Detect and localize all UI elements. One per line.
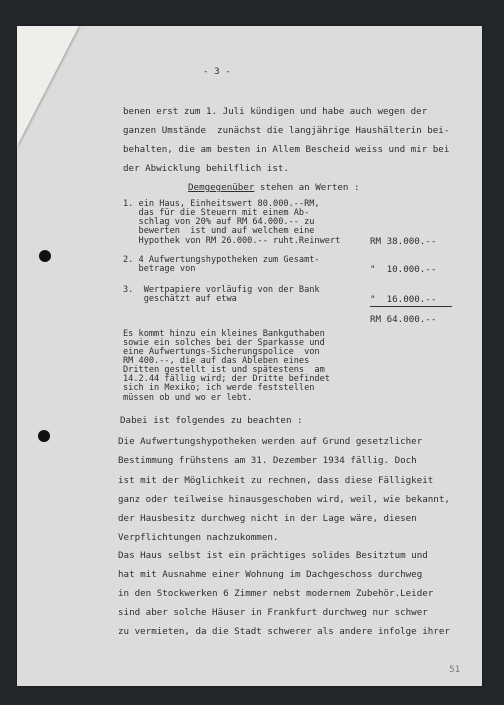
body-line: hat mit Ausnahme einer Wohnung im Dachgeschoss durchweg [118, 569, 423, 580]
body-line: in den Stockwerken 6 Zimmer nebst modernem Zubehör.Leider [118, 588, 434, 599]
body-line: zu vermieten, da die Stadt schwerer als andere infolge ihrer [118, 626, 450, 637]
intro-line: der Abwicklung behilflich ist. [123, 163, 289, 174]
extra-line: eine Aufwertungs-Sicherungspolice von [123, 347, 320, 357]
folded-corner [17, 26, 79, 146]
item-line: geschätzt auf etwa [123, 294, 237, 304]
item-line: betrage von [123, 264, 196, 274]
extra-line: Dritten gestellt ist und spätestens am [123, 365, 325, 375]
extra-line: sich in Mexiko; ich werde feststellen [123, 383, 315, 393]
item-line: schlag von 20% auf RM 64.000.-- zu [123, 217, 315, 227]
body-line: Verpflichtungen nachzukommen. [118, 532, 279, 543]
body-line: ist mit der Möglichkeit zu rechnen, dass diese Fälligkeit [118, 475, 434, 486]
body-line: sind aber solche Häuser in Frankfurt durchweg nur schwer [118, 607, 428, 618]
punch-hole-upper [39, 250, 51, 262]
item-amount: " 10.000.-- [370, 264, 437, 275]
item-line: Hypothek von RM 26.000.-- ruht.Reinwert [123, 236, 341, 246]
body-line: der Hausbesitz durchweg nicht in der Lage wäre, diesen [118, 513, 417, 524]
intro-line: ganzen Umstände zunächst die langjährige Haushälterin bei- [123, 125, 450, 136]
item-line: bewerten ist und auf welchem eine [123, 226, 315, 236]
page-marker: - 3 - [203, 66, 231, 77]
item-line: 1. ein Haus, Einheitswert 80.000.--RM, [123, 199, 320, 209]
item-line: 2. 4 Aufwertungshypotheken zum Gesamt- [123, 255, 320, 265]
assets-heading [188, 183, 360, 192]
body-line: Das Haus selbst ist ein prächtiges solides Besitztum und [118, 550, 428, 561]
punch-hole-lower [38, 430, 50, 442]
body-line: Die Aufwertungshypotheken werden auf Grund gesetzlicher [118, 436, 423, 447]
extra-line: müssen ob und wo er lebt. [123, 393, 253, 403]
extra-line: 14.2.44 fällig wird; der Dritte befindet [123, 374, 330, 384]
intro-line: benen erst zum 1. Juli kündigen und habe auch wegen der [123, 106, 428, 117]
item-line: das für die Steuern mit einem Ab- [123, 208, 310, 218]
extra-line: sowie ein solches bei der Sparkasse und [123, 338, 325, 348]
intro-line: behalten, die am besten in Allem Bescheid weiss und mir bei [123, 144, 450, 155]
note-heading: Dabei ist folgendes zu beachten : [120, 415, 303, 426]
extra-line: Es kommt hinzu ein kleines Bankguthaben [123, 329, 325, 339]
body-line: ganz oder teilweise hinausgeschoben wird, weil, wie bekannt, [118, 494, 450, 505]
item-amount: RM 38.000.-- [370, 236, 437, 247]
item-amount: " 16.000.-- [370, 294, 437, 305]
sum-rule [370, 306, 452, 307]
body-line: Bestimmung frühstens am 31. Dezember 1934 fällig. Doch [118, 455, 417, 466]
extra-line: RM 400.--, die auf das Ableben eines [123, 356, 310, 366]
assets-heading-emphasis: Demgegenüber [188, 182, 255, 193]
archive-page-number: 51 [449, 665, 461, 675]
assets-heading-rest: stehen an Werten : [254, 182, 360, 193]
total-amount: RM 64.000.-- [370, 314, 437, 325]
item-line: 3. Wertpapiere vorläufig von der Bank [123, 285, 320, 295]
